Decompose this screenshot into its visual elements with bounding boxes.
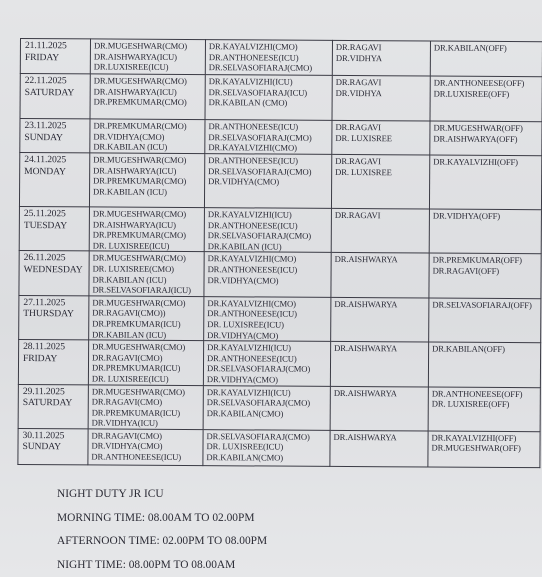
doctor-entry: DR.RAGAVI(CMO) [91, 396, 163, 407]
weekday-text: SUNDAY [22, 441, 62, 453]
off-cell [428, 387, 540, 432]
doctor-entry: DR.AISHWARYA(ICU) [93, 51, 177, 62]
doctor-entry: DR.SELVASOFIARAJ(CMO) [206, 397, 311, 408]
day-shift-cell [89, 207, 204, 252]
date-text: 22.11.2025 [24, 75, 67, 87]
doctor-entry: DR.MUGESHWAR(OFF) [431, 442, 521, 454]
afternoon-shift-cell [204, 208, 331, 253]
doctor-entry: DR.KABILAN (ICU) [92, 274, 167, 285]
doctor-entry: DR.KAYALVIZHI(ICU) [208, 76, 293, 87]
roster-row [19, 206, 541, 254]
doctor-entry: DR. LUXISREE(CMO) [92, 263, 174, 274]
weekday-text: FRIDAY [24, 51, 60, 63]
doctor-entry: DR.KABILAN(OFF) [432, 343, 505, 355]
off-cell [428, 431, 540, 468]
night-shift-cell [332, 120, 430, 155]
doctor-entry: DR. LUXISREE(ICU) [207, 319, 284, 330]
off-cell [429, 155, 541, 210]
doctor-entry: DR.AISHWARYA [334, 343, 398, 354]
doctor-entry: DR. LUXISREE(ICU) [91, 373, 169, 384]
doctor-entry: DR.RAGAVI(CMO) [91, 430, 162, 441]
doctor-entry: DR.RAGAVI [335, 41, 382, 53]
night-shift-cell [332, 75, 430, 121]
afternoon-shift-cell [203, 385, 330, 430]
doctor-entry: DR.VIDHYA(CMO) [93, 131, 165, 142]
doctor-entry: DR.ANTHONEESE(OFF) [431, 388, 523, 399]
afternoon-shift-cell [205, 120, 332, 155]
afternoon-shift-cell [203, 430, 330, 467]
off-cell [429, 298, 541, 343]
doctor-entry: DR.MUGESHWAR(CMO) [93, 75, 187, 87]
doctor-entry: DR.SELVASOFIARAJ(ICU) [208, 86, 308, 98]
doctor-entry: DR.RAGAVI(CMO) [92, 352, 163, 363]
day-shift-cell [88, 340, 203, 385]
doctor-entry: DR.PREMKUMAR(ICU) [92, 318, 181, 329]
doctor-entry: DR.VIDHYA [335, 52, 383, 63]
doctor-entry: DR.AISHWARYA(ICU) [93, 165, 177, 176]
doctor-entry: DR.KABILAN(CMO) [206, 452, 284, 463]
afternoon-shift-cell [204, 296, 331, 341]
doctor-entry: DR.RAGAVI [335, 76, 382, 88]
afternoon-shift-cell [205, 40, 332, 76]
doctor-entry: DR.VIDHYA(CMO) [208, 176, 280, 187]
doctor-entry: DR. LUXISREE(ICU) [206, 441, 284, 453]
doctor-entry: DR.AISHWARYA(ICU) [92, 219, 176, 230]
duty-roster-table [17, 38, 542, 468]
doctor-entry: DR.RAGAVI [335, 155, 381, 167]
doctor-entry: DR.RAGAVI [335, 121, 381, 133]
night-shift-cell [330, 386, 428, 431]
doctor-entry: DR.SELVASOFIARAJ(CMO) [208, 62, 313, 73]
doctor-entry: DR.LUXISREE(ICU) [93, 61, 169, 73]
doctor-entry: DR.SELVASOFIARAJ(CMO) [208, 131, 312, 143]
doctor-entry: DR.PREMKUMAR(CMO) [93, 96, 187, 108]
weekday-text: THURSDAY [23, 308, 74, 320]
date-text: 29.11.2025 [22, 385, 65, 397]
doctor-entry: DR.AISHWARYA [334, 298, 398, 310]
doctor-entry: DR.KABILAN (ICU) [92, 328, 167, 340]
doctor-entry: DR.KABILAN (ICU) [93, 141, 168, 153]
morning-time: MORNING TIME: 08.00AM TO 02.00PM [57, 511, 255, 524]
weekday-text: FRIDAY [23, 352, 58, 364]
doctor-entry: DR.ANTHONEESE(ICU) [208, 121, 299, 132]
date-text: 21.11.2025 [24, 40, 67, 52]
doctor-entry: DR.MUGESHWAR(CMO) [93, 40, 188, 52]
doctor-entry: DR.VIDHYA(CMO) [206, 374, 278, 385]
off-cell [429, 253, 541, 298]
doctor-entry: DR. LUXISREE(OFF) [431, 398, 510, 410]
roster-row [19, 251, 541, 299]
doctor-entry: DR.KAYALVIZHI(ICU) [206, 386, 291, 398]
doctor-entry: DR.MUGESHWAR(CMO) [92, 341, 186, 353]
doctor-entry: DR.ANTHONEESE(ICU) [208, 155, 298, 166]
date-text: 26.11.2025 [23, 252, 66, 264]
night-time: NIGHT TIME: 08.00PM TO 08.00AM [57, 558, 236, 571]
off-cell [430, 76, 542, 122]
roster-row [19, 295, 541, 343]
doctor-entry: DR.PREMKUMAR(CMO) [93, 175, 187, 187]
roster-row [20, 39, 542, 77]
doctor-entry: DR.PREMKUMAR(CMO) [92, 229, 186, 241]
doctor-entry: DR.SELVASOFIARAJ(OFF) [432, 299, 532, 310]
day-shift-cell [89, 153, 204, 208]
night-shift-cell [332, 40, 430, 76]
doctor-entry: DR.VIDHYA [335, 87, 382, 98]
night-shift-cell [330, 342, 428, 387]
roster-row [18, 384, 540, 432]
doctor-entry: DR. LUXISREE [335, 132, 393, 143]
doctor-entry: DR.KABILAN (CMO) [208, 97, 288, 108]
night-shift-cell [330, 430, 428, 467]
doctor-entry: DR.KAYALVIZHI(CMO) [208, 142, 297, 153]
date-cell [19, 153, 89, 207]
off-cell [428, 342, 540, 387]
day-shift-cell [90, 39, 205, 75]
date-cell [18, 428, 88, 464]
date-text: 28.11.2025 [23, 341, 65, 353]
day-shift-cell [88, 384, 203, 429]
day-shift-cell [88, 429, 203, 466]
doctor-entry: DR.RAGAVI(OFF) [432, 265, 500, 276]
roster-row [20, 74, 542, 122]
doctor-entry: DR.ANTHONEESE(ICU) [91, 451, 182, 463]
doctor-entry: DR.MUGESHWAR(CMO) [92, 252, 186, 264]
weekday-text: MONDAY [24, 165, 66, 177]
doctor-entry: DR.PREMKUMAR(ICU) [91, 362, 181, 374]
footer-title: NIGHT DUTY JR ICU [57, 488, 164, 500]
doctor-entry: DR.PREMKUMAR(ICU) [91, 407, 181, 418]
doctor-entry: DR.KAYALVIZHI(CMO) [208, 41, 298, 52]
doctor-entry: DR.VIDHYA(CMO) [207, 274, 279, 286]
doctor-entry: DR.VIDHYA(CMO) [207, 329, 279, 341]
shift-timings [57, 483, 267, 577]
doctor-entry: DR.AISHWARYA [334, 254, 398, 265]
doctor-entry: DR.KAYALVIZHI(OFF) [433, 156, 518, 168]
doctor-entry: DR.RAGAVI [334, 209, 381, 221]
doctor-entry: DR.VIDHYA(CMO) [91, 440, 163, 452]
date-cell [19, 295, 89, 340]
day-shift-cell [90, 74, 205, 120]
date-text: 24.11.2025 [24, 154, 67, 166]
doctor-entry: DR.ANTHONEESE(ICU) [207, 308, 297, 320]
doctor-entry: DR.AISHWARYA(ICU) [93, 86, 177, 97]
date-cell [20, 119, 90, 153]
day-shift-cell [89, 296, 204, 341]
weekday-text: SUNDAY [24, 131, 63, 143]
doctor-entry: DR.KABILAN(OFF) [433, 42, 507, 53]
doctor-entry: DR. LUXISREE(ICU) [92, 240, 170, 251]
roster-row [18, 340, 540, 388]
day-shift-cell [89, 251, 204, 296]
date-cell [19, 251, 89, 296]
roster-row [18, 428, 540, 467]
doctor-entry: DR.VIDHYA(ICU) [91, 417, 158, 429]
doctor-entry: DR.SELVASOFIARAJ(CMO) [207, 230, 312, 241]
roster-row [19, 153, 541, 210]
weekday-text: SATURDAY [24, 86, 75, 98]
off-cell [429, 209, 541, 254]
doctor-entry: DR.MUGESHWAR(CMO) [92, 208, 187, 220]
afternoon-time: AFTERNOON TIME: 02.00PM TO 08.00PM [57, 535, 268, 547]
doctor-entry: DR.ANTHONEESE(ICU) [208, 51, 299, 63]
doctor-entry: DR.SELVASOFIARAJ(CMO) [208, 165, 312, 177]
doctor-entry: DR.ANTHONEESE(ICU) [207, 264, 298, 275]
doctor-entry: DR.MUGESHWAR(CMO) [92, 297, 186, 308]
roster-body [18, 39, 542, 468]
doctor-entry: DR.PREMKUMAR(CMO) [93, 120, 187, 132]
doctor-entry: DR.KABILAN(CMO) [206, 407, 284, 419]
date-cell [18, 340, 88, 385]
date-cell [18, 384, 88, 429]
doctor-entry: DR.PREMKUMAR(OFF) [432, 254, 522, 266]
doctor-entry: DR.ANTHONEESE(ICU) [207, 219, 298, 231]
date-text: 25.11.2025 [23, 208, 66, 220]
doctor-entry: DR.ANTHONEESE(ICU) [207, 352, 297, 364]
doctor-entry: DR.KAYALVIZHI(ICU) [207, 209, 292, 220]
doctor-entry: DR. LUXISREE [335, 166, 392, 177]
doctor-entry: DR.ANTHONEESE(OFF) [433, 77, 525, 89]
doctor-entry: DR.VIDHYA(OFF) [432, 210, 501, 221]
day-shift-cell [90, 119, 205, 154]
doctor-entry: DR.SELVASOFIARAJ(ICU) [92, 284, 191, 296]
afternoon-shift-cell [203, 341, 330, 386]
doctor-entry: DR.SELVASOFIARAJ(CMO) [206, 363, 311, 375]
date-text: 27.11.2025 [23, 296, 66, 309]
doctor-entry: DR.RAGAVI(CMO)) [92, 307, 166, 319]
night-shift-cell [331, 154, 429, 209]
doctor-entry: DR.AISHWARYA [333, 431, 397, 443]
night-shift-cell [331, 297, 429, 342]
date-text: 30.11.2025 [22, 429, 65, 442]
doctor-entry: DR.KABILAN (ICU) [93, 186, 167, 197]
date-cell [20, 74, 90, 119]
doctor-entry: DR.KAYALVIZHI(CMO) [207, 253, 297, 265]
date-cell [19, 206, 89, 251]
afternoon-shift-cell [204, 154, 331, 209]
doctor-entry: DR.KAYALVIZHI(CMO) [207, 297, 296, 309]
doctor-entry: DR.MUGESHWAR(CMO) [93, 154, 187, 166]
date-text: 23.11.2025 [24, 120, 67, 132]
afternoon-shift-cell [204, 252, 331, 297]
off-cell [430, 121, 542, 156]
doctor-entry: DR.KAYALVIZHI(OFF) [431, 432, 517, 443]
doctor-entry: DR.KABILAN (ICU) [207, 240, 282, 252]
doctor-entry: DR.SELVASOFIARAJ(CMO) [206, 431, 310, 442]
weekday-text: WEDNESDAY [23, 263, 83, 276]
weekday-text: TUESDAY [23, 219, 68, 231]
doctor-entry: DR.MUGESHWAR(CMO) [91, 385, 185, 397]
roster-row [20, 119, 542, 156]
night-shift-cell [331, 208, 429, 253]
doctor-entry: DR.AISHWARYA(OFF) [433, 133, 518, 144]
doctor-entry: DR.LUXISREE(OFF) [433, 88, 510, 99]
doctor-entry: DR.AISHWARYA [333, 387, 397, 398]
date-cell [20, 39, 90, 74]
afternoon-shift-cell [205, 75, 332, 121]
doctor-entry: DR.MUGESHWAR(OFF) [433, 122, 523, 134]
night-shift-cell [331, 253, 429, 298]
off-cell [430, 41, 542, 77]
weekday-text: SATURDAY [22, 397, 73, 409]
doctor-entry: DR.KAYALVIZHI(ICU) [207, 342, 291, 353]
